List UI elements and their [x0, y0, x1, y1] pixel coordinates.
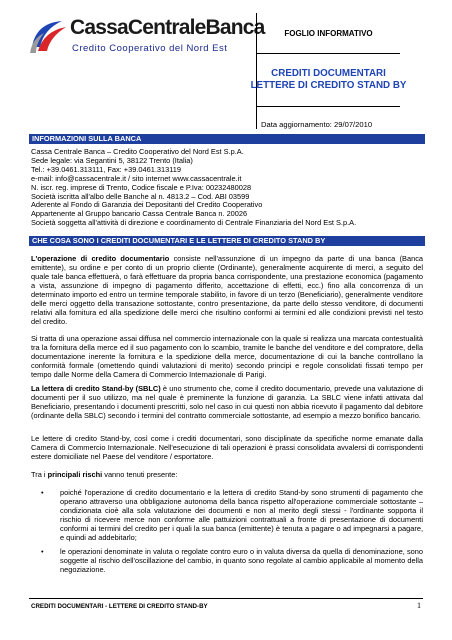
update-date-value: 29/07/2010 [334, 120, 373, 129]
document-title-line-2: LETTERE DI CREDITO STAND BY [250, 80, 407, 91]
paragraph-text: Le lettere di credito Stand-by, così come i crediti documentari, sono disciplinate da specifiche norme emanate dalla Camera di Commercio Internazionale. Nell'esecuzione di tali operazioni è prassi consolidata avvalersi di corrispondenti estere domiciliate nel Paese del venditore / esportatore. [31, 434, 423, 461]
paragraph-text: è uno strumento che, come il credito documentario, prevede una valutazione di documenti per il suo utilizzo, ma nel quale è preminente la funzione di garanzia. La SBLC viene infatti attivata dal Beneficiario, presentando i documenti prescritti, solo nel caso in cui questi non abbia ricevuto il pagamento dal debitore (ordinante della SBLC) secondo i termini del contratto commerciale sottostante, ad esempio a mezzo bonifico bancario. [31, 384, 423, 420]
paragraph-lead: La lettera di credito Stand-by (SBLC) [31, 384, 161, 393]
list-item-text: le operazioni denominate in valuta o regolate contro euro o in valuta diversa da quella di denominazione, sono soggette al rischio dell'oscillazione del cambio, in quanto sono regolate al cambio applicabile al momento della negoziazione. [60, 547, 423, 574]
bank-logo-name: CassaCentraleBanca [70, 16, 265, 39]
bank-logo-subtitle: Credito Cooperativo del Nord Est [72, 43, 228, 54]
paragraph-operazione [31, 334, 423, 379]
risk-list [31, 488, 423, 542]
footer-divider [29, 598, 423, 599]
update-date [257, 107, 400, 129]
section-heading-what-are: CHE COSA SONO I CREDITI DOCUMENTARI E LE LETTERE DI CREDITO STAND BY [29, 236, 425, 246]
list-item [31, 488, 423, 542]
bank-info-line: Appartenente al Gruppo bancario Cassa Centrale Banca n. 20026 [31, 209, 248, 219]
paragraph-text: consiste nell'assunzione di un impegno da parte di una banca (Banca emittente), su ordine e per conto di un proprio cliente (Ordinante), generalmente acquirente di merci, a seguito del quale tale banca effettuerà, o farà effettuare da propria banca corrispondente, una prestazione economica (pagamento a vista, assunzione di impegno di pagamento differito, accettazione di effetti, ecc.) fino alla concorrenza di un determinato importo ed entro un termine temporale stabilito, in favore di un terzo (Beneficiario), generalmente venditore delle merci oggetto della transazione sottostante, contro presentazione, da parte dello stesso venditore, di documenti relativi alla fornitura ed alla spedizione delle merci che risultino conformi ai termini ed alle condizioni previsti nel testo del credito. [31, 254, 423, 326]
bank-info-line: Società soggetta all'attività di direzione e coordinamento di Centrale Finanziaria del Nord Est S.p.A. [31, 218, 357, 228]
bank-info-line: Aderente al Fondo di Garanzia dei Depositanti del Credito Cooperativo [31, 200, 263, 210]
paragraph-norme [31, 434, 423, 461]
page-number: 1 [417, 601, 421, 610]
bank-info-line: e-mail: info@cassacentrale.it / sito internet www.cassacentrale.it [31, 173, 242, 183]
document-type: FOGLIO INFORMATIVO [257, 13, 400, 54]
list-item [31, 547, 423, 574]
document-title-line-1: CREDITI DOCUMENTARI [271, 68, 386, 79]
list-item-text: poiché l'operazione di credito documentario e la lettera di credito Stand-by sono strumenti di pagamento che operano attraverso una obbligazione autonoma della banca rispetto all'operazione commerciale sottostante – condizionata cioè alla sola valutazione dei documenti e non al merito degli stessi - l'ordinante sopporta il rischio di ricevere merce non conforme alle pattuizioni contrattuali a fronte di presentazione di documenti conformi ai termini del credito per i quali la sua banca (emittente) è tenuta a pagare o ad impegnarsi a pagare, e quindi ad addebitarlo; [60, 488, 423, 542]
document-title [250, 54, 407, 107]
bank-info-line: N. iscr. reg. imprese di Trento, Codice fiscale e P.Iva: 00232480028 [31, 182, 252, 192]
paragraph-credito-documentario [31, 254, 423, 326]
bank-info-line: Società iscritta all'albo delle Banche al n. 4813.2 – Cod. ABI 03599 [31, 191, 250, 201]
bank-info-block [31, 148, 423, 228]
bank-emblem-icon [28, 17, 68, 55]
bank-info-line: Sede legale: via Segantini 5, 38122 Trento (Italia) [31, 155, 193, 165]
paragraph-text: Si tratta di una operazione assai diffusa nel commercio internazionale con la quale si realizza una marcata contestualità tra la fornitura della merce ed il suo pagamento con lo scambio, tramite le banche del venditore e del compratore, della documentazione inerente la fornitura e la spedizione della merce, documentazione di cui la banche controllano la conformità formale (omettendo quindi valutazioni di merito) secondo principi e regole consolidati fissati tempo per tempo dalle Norme della Camera di Commercio Internazionale di Parigi. [31, 334, 423, 379]
paragraph-stand-by [31, 384, 423, 420]
risk-list-continued [31, 547, 423, 574]
paragraph-lead: L'operazione di credito documentario [31, 254, 170, 263]
footer-label: CREDITI DOCUMENTARI - LETTERE DI CREDITO STAND-BY [31, 603, 208, 610]
section-heading-bank-info: INFORMAZIONI SULLA BANCA [29, 134, 425, 144]
document-header [250, 13, 407, 129]
bank-info-line: Cassa Centrale Banca – Credito Cooperativo del Nord Est S.p.A. [31, 147, 244, 156]
paragraph-rischi-intro: Tra i principali rischi vanno tenuti presente: [31, 470, 178, 479]
bank-logo [28, 15, 265, 59]
bank-info-line: Tel.: +39.0461.313111, Fax: +39.0461.313119 [31, 164, 181, 174]
bullet-icon: • [41, 488, 44, 497]
paragraph-lead: principali rischi [47, 470, 103, 479]
bullet-icon: • [41, 547, 44, 556]
update-date-label: Data aggiornamento: [261, 120, 332, 129]
